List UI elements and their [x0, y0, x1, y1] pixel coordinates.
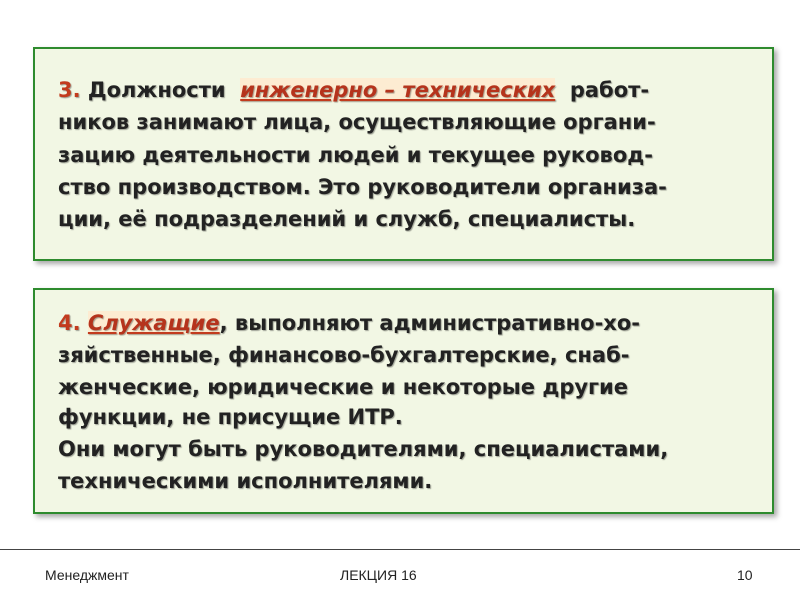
block1-line3: зацию деятельности людей и текущее руковод- [58, 143, 653, 167]
footer-subject: Менеджмент [45, 567, 129, 583]
block1-number: 3. [58, 78, 81, 102]
block2-number: 4. [58, 311, 81, 335]
block1-lead: Должности [80, 78, 241, 102]
block2-line5: Они могут быть руководителями, специалистами, [58, 437, 669, 461]
block1-line1 [58, 75, 649, 105]
block2-line1-rest: , выполняют административно-хо- [219, 311, 640, 335]
footer-page-number: 10 [737, 567, 753, 583]
footer-divider [0, 549, 800, 550]
block1-line2: ников занимают лица, осуществляющие органи- [58, 110, 656, 134]
block1-highlight: инженерно – технических [240, 78, 556, 102]
block2-line1 [58, 308, 640, 338]
footer-lecture: ЛЕКЦИЯ 16 [340, 567, 417, 583]
block2-line4: функции, не присущие ИТР. [58, 405, 403, 429]
block2-highlight: Служащие [87, 311, 220, 335]
block1-line1-rest: работ- [555, 78, 650, 102]
block2-line3: женческие, юридические и некоторые другие [58, 375, 628, 399]
block2-line6: техническими исполнителями. [58, 469, 433, 493]
block1-line5: ции, её подразделений и служб, специалисты. [58, 207, 636, 231]
block2-line2: зяйственные, финансово-бухгалтерские, снаб- [58, 343, 630, 367]
block1-line4: ство производством. Это руководители организа- [58, 175, 667, 199]
